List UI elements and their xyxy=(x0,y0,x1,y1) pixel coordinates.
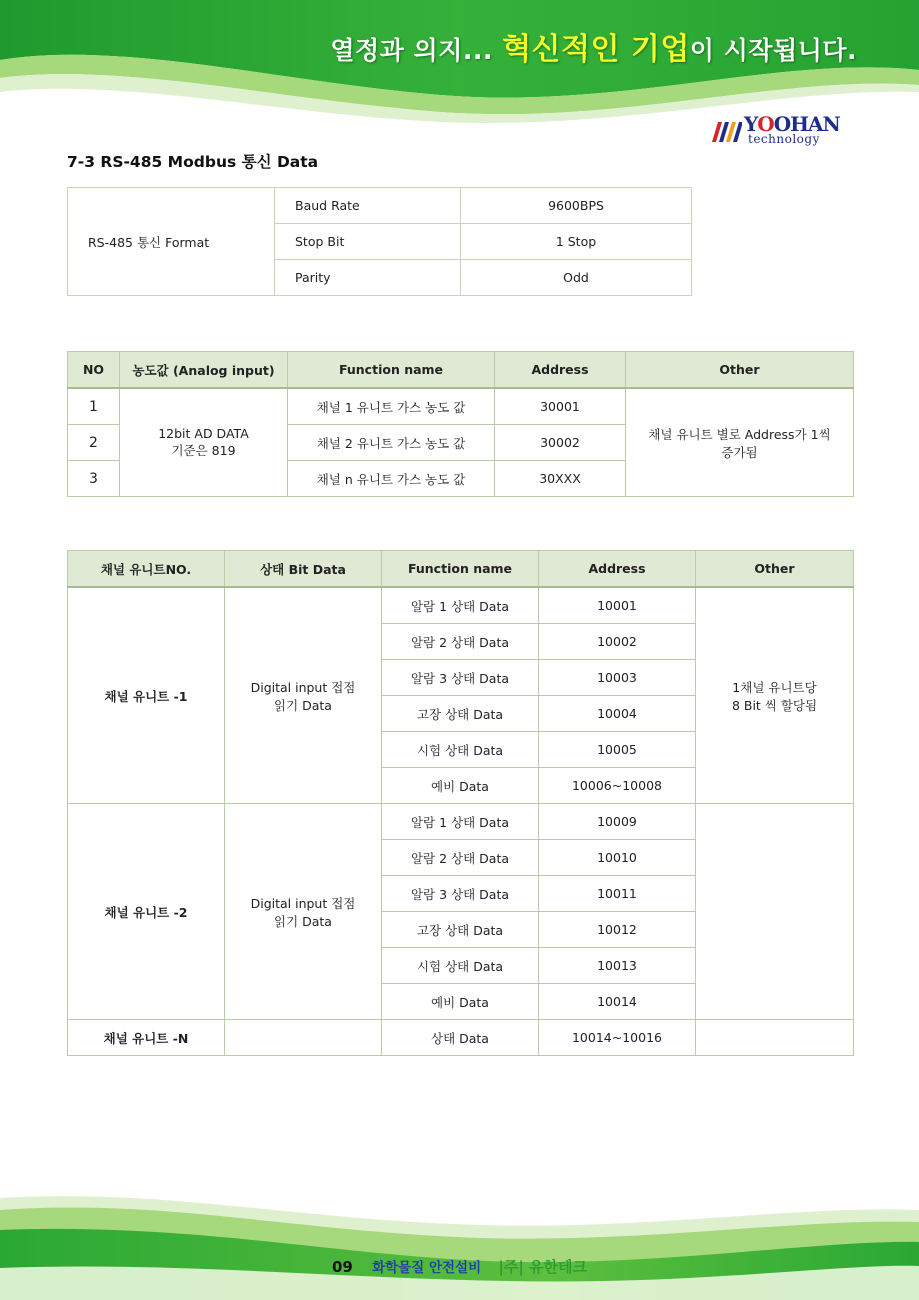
empty-cell xyxy=(225,1020,382,1056)
footer-title: 화학물질 안전설비 xyxy=(372,1260,482,1276)
status-bit-table xyxy=(67,550,854,1056)
address: 10005 xyxy=(539,732,696,768)
format-param-value: 1 Stop xyxy=(461,224,692,260)
function-name: 채널 2 유니트 가스 농도 값 xyxy=(288,425,495,461)
header-slogan xyxy=(330,24,857,68)
format-param-name: Parity xyxy=(275,260,461,296)
logo-name: YOOHAN xyxy=(744,112,840,136)
function-name: 시험 상태 Data xyxy=(382,948,539,984)
bit-data-line1: Digital input 접점 xyxy=(250,679,356,695)
function-name: 채널 n 유니트 가스 농도 값 xyxy=(288,461,495,497)
row-number: 1 xyxy=(68,388,120,425)
address: 30XXX xyxy=(495,461,626,497)
analog-other-line1: 채널 유니트 별로 Address가 1씩 xyxy=(648,426,831,442)
address: 10003 xyxy=(539,660,696,696)
footer xyxy=(0,1256,919,1277)
format-param-name: Stop Bit xyxy=(275,224,461,260)
address: 10012 xyxy=(539,912,696,948)
function-name: 예비 Data xyxy=(382,984,539,1020)
bit-data-cell xyxy=(225,587,382,804)
table-row xyxy=(68,1020,854,1056)
address: 10004 xyxy=(539,696,696,732)
unit-name: 채널 유니트 -2 xyxy=(68,804,225,1020)
status-other-line1: 1채널 유니트당 xyxy=(732,679,817,695)
column-header: 상태 Bit Data xyxy=(225,551,382,588)
unit-name: 채널 유니트 -N xyxy=(68,1020,225,1056)
analog-group-line2: 기준은 819 xyxy=(171,443,236,458)
section-title: 7-3 RS-485 Modbus 통신 Data xyxy=(67,153,319,171)
analog-group-line1: 12bit AD DATA xyxy=(158,426,249,441)
company-logo xyxy=(708,112,853,152)
empty-cell xyxy=(696,1020,854,1056)
footer-company: |주| 유한테크 xyxy=(498,1258,587,1276)
column-header: Address xyxy=(495,352,626,389)
column-header: 채널 유니트NO. xyxy=(68,551,225,588)
address: 10001 xyxy=(539,587,696,624)
page-number: 09 xyxy=(331,1258,353,1276)
address: 10010 xyxy=(539,840,696,876)
analog-other-cell xyxy=(626,388,854,497)
column-header: Other xyxy=(696,551,854,588)
status-other-line2: 8 Bit 씩 할당됨 xyxy=(731,697,818,713)
column-header: Other xyxy=(626,352,854,389)
analog-other-line2: 증가됨 xyxy=(721,444,758,460)
column-header: Function name xyxy=(288,352,495,389)
rs485-format-table xyxy=(67,187,692,296)
row-number: 2 xyxy=(68,425,120,461)
address: 10011 xyxy=(539,876,696,912)
format-param-value: Odd xyxy=(461,260,692,296)
column-header: Function name xyxy=(382,551,539,588)
column-header: 농도값 (Analog input) xyxy=(120,352,288,389)
address: 10009 xyxy=(539,804,696,840)
logo-subtitle: technology xyxy=(748,132,820,146)
table-header-row xyxy=(68,551,854,588)
address: 10014~10016 xyxy=(539,1020,696,1056)
function-name: 알람 3 상태 Data xyxy=(382,660,539,696)
analog-group-cell xyxy=(120,388,288,497)
table-row xyxy=(68,587,854,624)
status-other-cell xyxy=(696,587,854,804)
function-name: 알람 2 상태 Data xyxy=(382,840,539,876)
address: 10006~10008 xyxy=(539,768,696,804)
bottom-banner xyxy=(0,1180,919,1300)
column-header: NO xyxy=(68,352,120,389)
slogan-prefix: 열정과 의지... xyxy=(330,36,493,65)
analog-input-table xyxy=(67,351,854,497)
column-header: Address xyxy=(539,551,696,588)
table-row xyxy=(68,188,692,224)
unit-name: 채널 유니트 -1 xyxy=(68,587,225,804)
row-number: 3 xyxy=(68,461,120,497)
address: 10014 xyxy=(539,984,696,1020)
address: 30002 xyxy=(495,425,626,461)
bit-data-line2: 읽기 Data xyxy=(274,697,332,713)
bit-data-line2: 읽기 Data xyxy=(274,913,332,929)
function-name: 채널 1 유니트 가스 농도 값 xyxy=(288,388,495,425)
slogan-suffix: 이 시작됩니다. xyxy=(689,36,857,65)
address: 30001 xyxy=(495,388,626,425)
bit-data-cell xyxy=(225,804,382,1020)
address: 10013 xyxy=(539,948,696,984)
table-header-row xyxy=(68,352,854,389)
status-other-cell-empty xyxy=(696,804,854,1020)
format-label: RS-485 통신 Format xyxy=(68,188,275,296)
function-name: 알람 1 상태 Data xyxy=(382,587,539,624)
function-name: 예비 Data xyxy=(382,768,539,804)
function-name: 고장 상태 Data xyxy=(382,696,539,732)
address: 10002 xyxy=(539,624,696,660)
function-name: 시험 상태 Data xyxy=(382,732,539,768)
function-name: 상태 Data xyxy=(382,1020,539,1056)
bit-data-line1: Digital input 접점 xyxy=(250,895,356,911)
table-row xyxy=(68,804,854,840)
function-name: 고장 상태 Data xyxy=(382,912,539,948)
slogan-highlight: 혁신적인 기업 xyxy=(502,32,690,67)
function-name: 알람 1 상태 Data xyxy=(382,804,539,840)
format-param-value: 9600BPS xyxy=(461,188,692,224)
function-name: 알람 2 상태 Data xyxy=(382,624,539,660)
logo-stripes-icon xyxy=(708,116,742,142)
table-row xyxy=(68,388,854,425)
function-name: 알람 3 상태 Data xyxy=(382,876,539,912)
format-param-name: Baud Rate xyxy=(275,188,461,224)
